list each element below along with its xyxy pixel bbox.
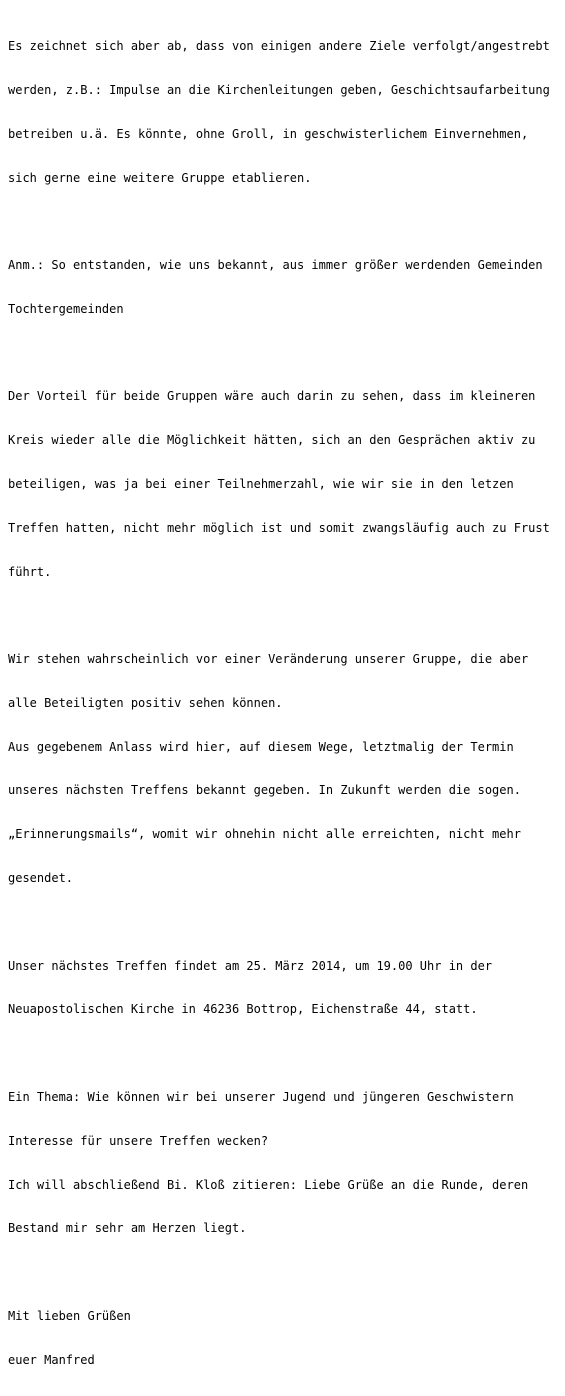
paragraph-goals [8,10,565,214]
text-line: Aus gegebenem Anlass wird hier, auf diesem Wege, letztmalig der Termin [8,739,514,754]
text-line: Anm.: So entstanden, wie uns bekannt, aus immer größer werdenden Gemeinden [8,258,543,273]
paragraph-advantage [8,360,565,608]
signature [8,1280,565,1396]
text-line: Wir stehen wahrscheinlich vor einer Veränderung unserer Gruppe, die aber [8,652,529,667]
paragraph-topic [8,1061,565,1265]
text-line: betreiben u.ä. Es könnte, ohne Groll, in geschwisterlichem Einvernehmen, [8,126,529,141]
text-line: werden, z.B.: Impulse an die Kirchenleitungen geben, Geschichtsaufarbeitung [8,82,550,97]
sender-name: euer Manfred [8,1352,95,1367]
text-line: Bestand mir sehr am Herzen liegt. [8,1221,247,1236]
text-line: „Erinnerungsmails“, womit wir ohnehin nicht alle erreichten, nicht mehr [8,827,521,842]
text-line: Treffen hatten, nicht mehr möglich ist und somit zwangsläufig auch zu Frust [8,520,550,535]
text-line: Interesse für unsere Treffen wecken? [8,1133,269,1148]
paragraph-meeting-date [8,929,565,1046]
text-line: Ich will abschließend Bi. Kloß zitieren: Liebe Grüße an die Runde, deren [8,1177,529,1192]
text-line: Neuapostolischen Kirche in 46236 Bottrop, Eichenstraße 44, statt. [8,1002,478,1017]
closing-line: Mit lieben Grüßen [8,1308,131,1323]
text-line: unseres nächsten Treffens bekannt gegeben. In Zukunft werden die sogen. [8,783,521,798]
paragraph-note [8,229,565,346]
text-line: Unser nächstes Treffen findet am 25. März 2014, um 19.00 Uhr in der [8,958,493,973]
text-line: sich gerne eine weitere Gruppe etablieren. [8,170,312,185]
text-line: Ein Thema: Wie können wir bei unserer Jugend und jüngeren Geschwistern [8,1089,514,1104]
text-line: Tochtergemeinden [8,301,124,316]
text-line: gesendet. [8,871,74,886]
text-line: beteiligen, was ja bei einer Teilnehmerzahl, wie wir sie in den letzen [8,477,514,491]
paragraph-change [8,623,565,915]
text-line: alle Beteiligten positiv sehen können. [8,695,283,710]
text-line: Es zeichnet sich aber ab, dass von einigen andere Ziele verfolgt/angestrebt [8,39,550,54]
text-line: Kreis wieder alle die Möglichkeit hätten, sich an den Gesprächen aktiv zu [8,433,536,448]
text-line: Der Vorteil für beide Gruppen wäre auch darin zu sehen, dass im kleineren [8,389,536,404]
text-line: führt. [8,564,52,579]
